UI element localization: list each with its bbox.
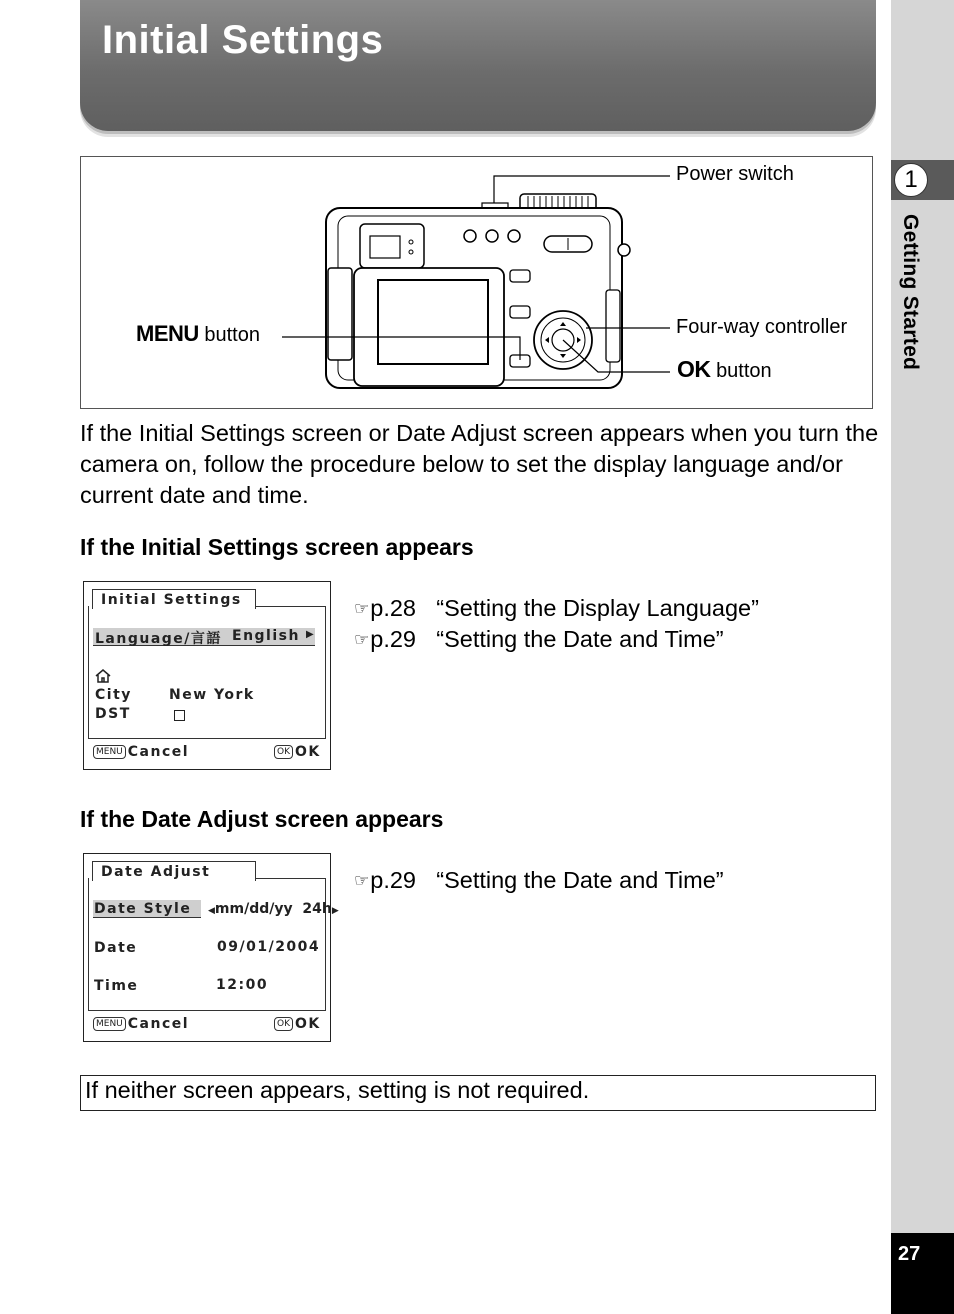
chapter-label: Getting Started — [899, 214, 922, 371]
ref-title: “Setting the Display Language” — [436, 595, 759, 621]
chapter-number: 1 — [894, 163, 928, 197]
ref-page: p.28 — [370, 595, 416, 621]
reference-icon: ☞ — [354, 871, 370, 890]
date-adjust-screen — [83, 853, 339, 1042]
date-style-label: Date Style — [94, 901, 192, 917]
cancel-label: Cancel — [127, 744, 190, 760]
page-title: Initial Settings — [102, 18, 384, 62]
ok-label: OK — [295, 1016, 321, 1032]
date-label: Date — [94, 940, 138, 956]
city-label: City — [95, 687, 132, 703]
ref-page: p.29 — [370, 867, 416, 893]
time-label: Time — [94, 978, 139, 994]
page-number: 27 — [898, 1243, 921, 1265]
ok-key-icon: OK — [274, 745, 293, 759]
menu-key-text: MENU — [136, 321, 199, 346]
date-adjust-heading: If the Date Adjust screen appears — [80, 806, 444, 832]
right-arrow-icon: ▶ — [331, 906, 339, 916]
menu-key-icon: MENU — [93, 1017, 126, 1031]
initial-settings-screen — [83, 581, 331, 770]
ref-title: “Setting the Date and Time” — [436, 626, 724, 652]
reference-icon: ☞ — [354, 599, 370, 618]
cancel-hint — [93, 744, 189, 760]
date-style-value-row — [208, 901, 339, 917]
power-switch-label: Power switch — [676, 163, 794, 185]
ok-hint — [274, 1016, 321, 1032]
city-value: New York — [169, 687, 255, 703]
initial-settings-heading: If the Initial Settings screen appears — [80, 534, 474, 560]
screen-tab: Initial Settings — [92, 589, 256, 609]
ref-date-time-2 — [354, 867, 724, 894]
reference-icon: ☞ — [354, 630, 370, 649]
note-text: If neither screen appears, setting is not required. — [85, 1077, 590, 1103]
hour-format: 24h — [302, 901, 332, 917]
language-label: Language/言語 — [95, 631, 222, 647]
dst-checkbox — [174, 710, 185, 721]
screen-tab: Date Adjust — [92, 861, 256, 881]
date-value: 09/01/2004 — [217, 939, 321, 955]
cancel-label: Cancel — [127, 1016, 190, 1032]
dst-label: DST — [95, 706, 131, 722]
intro-paragraph: If the Initial Settings screen or Date Adjust screen appears when you turn the camera on, follow the procedure below to set the display language and/or current date and time. — [80, 420, 879, 508]
menu-button-suffix: button — [204, 324, 260, 346]
time-value: 12:00 — [216, 977, 269, 993]
ok-key-icon: OK — [274, 1017, 293, 1031]
ok-button-suffix: button — [716, 360, 772, 382]
menu-button-label — [136, 321, 260, 347]
right-arrow-icon: ▶ — [306, 629, 316, 640]
camera-illustration — [0, 0, 954, 420]
ok-label: OK — [295, 744, 321, 760]
four-way-controller-label: Four-way controller — [676, 316, 848, 338]
date-style-value: mm/dd/yy — [214, 901, 293, 917]
ref-date-time — [354, 626, 724, 653]
menu-key-icon: MENU — [93, 745, 126, 759]
ref-title: “Setting the Date and Time” — [436, 867, 724, 893]
home-icon — [94, 668, 112, 684]
cancel-hint — [93, 1016, 189, 1032]
ref-display-language — [354, 595, 759, 622]
ok-key-text: OK — [677, 356, 711, 382]
left-arrow-icon: ◀ — [208, 906, 215, 916]
language-value: English — [232, 628, 300, 644]
ref-page: p.29 — [370, 626, 416, 652]
ok-hint — [274, 744, 321, 760]
ok-button-label — [677, 356, 772, 383]
